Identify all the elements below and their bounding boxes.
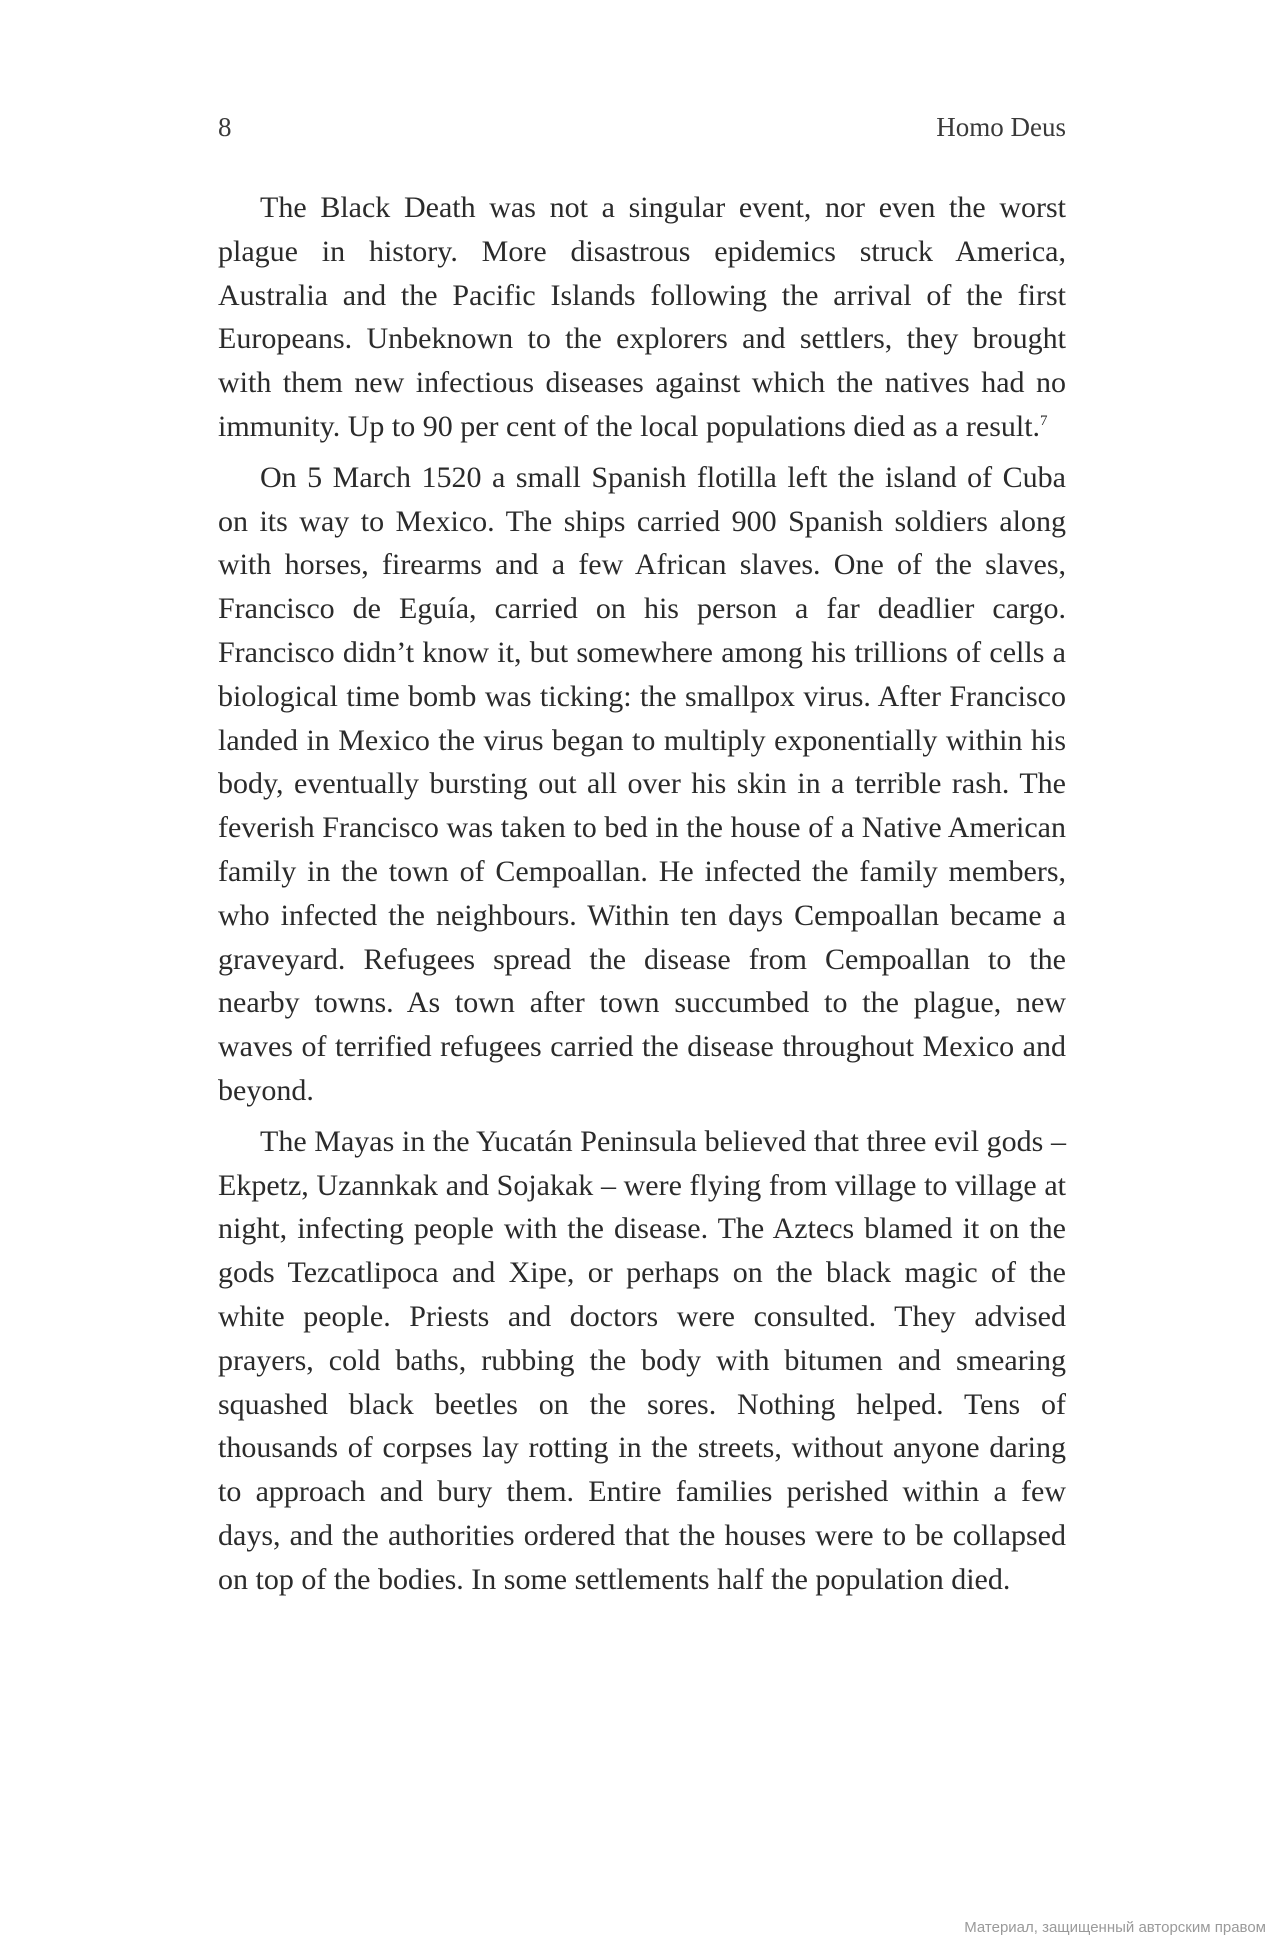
paragraph-text: On 5 March 1520 a small Spanish flotilla left the island of Cuba on its way to Mexico. The ships carried 900 Spanish soldiers along with horses, firearms and a few African slaves. One of the slaves, Francisco de Eguía, carried on his person a far deadlier cargo. Francisco didn’t know it, but somewhere among his trillions of cells a biological time bomb was ticking: the smallpox virus. After Francisco landed in Mexico the virus began to multiply exponentially within his body, eventually bursting out all over his skin in a terrible rash. The feverish Francisco was taken to bed in the house of a Native American family in the town of Cempoallan. He infected the family members, who infected the neighbours. Within ten days Cempoallan became a graveyard. Refugees spread the disease from Cempoallan to the nearby towns. As town after town succumbed to the plague, new waves of terrified refugees carried the disease throughout Mexico and beyond. [218, 460, 1066, 1107]
book-title: Homo Deus [936, 112, 1066, 142]
page-number: 8 [218, 112, 232, 142]
paragraph-mayas [218, 1120, 1066, 1602]
paragraph-text: The Black Death was not a singular event, nor even the worst plague in history. More disastrous epidemics struck America, Australia and the Pacific Islands following the arrival of the first Europeans. Unbeknown to the explorers and settlers, they brought with them new infectious diseases against which the natives had no immunity. Up to 90 per cent of the local populations died as a result. [218, 191, 1066, 443]
copyright-watermark: Материал, защищенный авторским правом [964, 1919, 1266, 1936]
footnote-reference: 7 [1040, 412, 1048, 429]
paragraph-text: The Mayas in the Yucatán Peninsula believed that three evil gods – Ekpetz, Uzannkak and Sojakak – were flying from village to village at night, infecting people with the disease. The Aztecs blamed it on the gods Tezcatlipoca and Xipe, or perhaps on the black magic of the white people. Priests and doctors were consulted. They advised prayers, cold baths, rubbing the body with bitumen and smearing squashed black beetles on the sores. Nothing helped. Tens of thousands of corpses lay rotting in the streets, without anyone daring to approach and bury them. Entire families perished within a few days, and the authorities ordered that the houses were to be collapsed on top of the bodies. In some settlements half the population died. [218, 1124, 1066, 1596]
paragraph-smallpox [218, 456, 1066, 1113]
running-head [218, 112, 1066, 152]
body-text [218, 186, 1066, 1609]
paragraph-black-death [218, 186, 1066, 449]
